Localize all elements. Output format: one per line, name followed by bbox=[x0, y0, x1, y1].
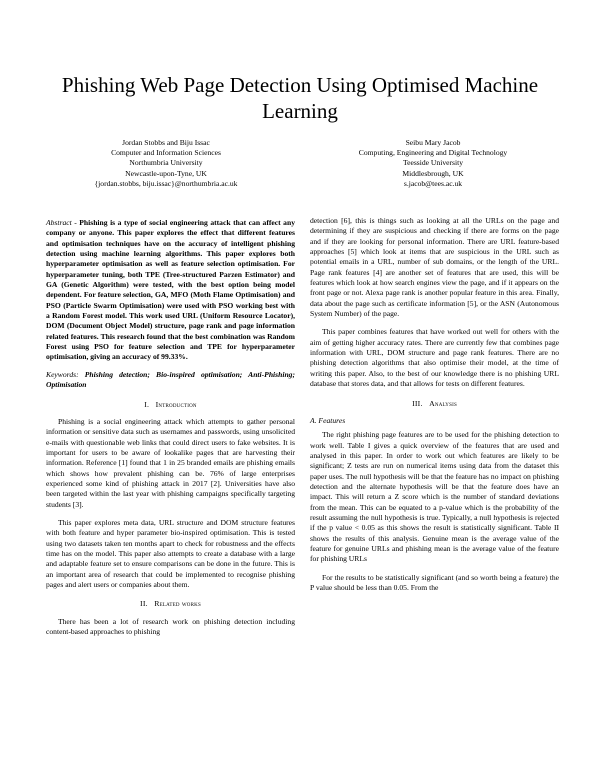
abstract-lead: Abstract - bbox=[46, 218, 77, 227]
author-organisation: Northumbria University bbox=[129, 158, 203, 168]
features-paragraph-1: The right phishing page features are to be used for the phishing detection to work well. Table I gives a quick overview of the features that are used and analysed in this paper. In order to work out which features are likely to be significant; Z tests are run on numerical items using data from the dataset this paper uses. The null hypothesis will be that the feature has no impact on phishing detection and the alternate hypothesis will be that the feature does have an impact. This will return a Z score which is the number of standard deviations from the mean. This can be equated to a p-value which is the probability of the result assuming the null hypothesis is true. Typically, a null hypothesis is rejected if the p value < 0.05 as this shows the result is statistically significant. Table II shows the results of this analysis. Genuine mean is the average value of the feature for genuine URLs and phishing mean is the average value of the feature for phishing URLs bbox=[310, 430, 559, 564]
intro-paragraph-1: Phishing is a social engineering attack which attempts to gather personal information or sensitive data such as usernames and passwords, using unsolicited e-mails with questionable web links that could direct users to fake websites. It is important for users to be aware of lookalike pages that are harvesting their information. Reference [1] found that 1 in 25 branded emails are phishing emails which shows how prevalent phishing can be. 76% of large enterprises experienced some kind of phishing attack in 2017 [2]. Universities have also been targeted within the last year with phishing campaigns specifically targeting students [3]. bbox=[46, 416, 295, 509]
section-title: Analysis bbox=[429, 398, 457, 408]
section-title: Introduction bbox=[155, 399, 197, 409]
related-paragraph-1: There has been a lot of research work on phishing detection including content-based approaches to phishing bbox=[46, 616, 295, 637]
subsection-heading-features: A. Features bbox=[310, 415, 346, 425]
keywords-lead: Keywords: bbox=[46, 369, 79, 379]
paper-title: Phishing Web Page Detection Using Optimised Machine Learning bbox=[61, 73, 539, 123]
abstract bbox=[46, 218, 295, 363]
author-name: Jordan Stobbs and Biju Issac bbox=[122, 138, 210, 147]
author-email: {jordan.stobbs, biju.issac}@northumbria.ac.uk bbox=[94, 178, 238, 188]
keywords-text: Phishing detection; Bio-inspired optimisation; Anti-Phishing; Optimisation bbox=[46, 369, 295, 390]
author-city: Newcastle-upon-Tyne, UK bbox=[125, 168, 207, 178]
right-column bbox=[310, 216, 559, 593]
author-name: Seibu Mary Jacob bbox=[405, 138, 461, 147]
section-heading-related-works bbox=[46, 599, 295, 609]
author-department: Computing, Engineering and Digital Technology bbox=[358, 148, 508, 158]
author-department: Computer and Information Sciences bbox=[111, 148, 221, 158]
section-number: II. bbox=[140, 599, 148, 609]
section-number: I. bbox=[144, 399, 150, 409]
section-heading-introduction bbox=[46, 400, 295, 410]
section-number: III. bbox=[412, 398, 423, 408]
author-city: Middlesbrough, UK bbox=[402, 168, 464, 178]
abstract-text: Phishing is a type of social engineering attack that can affect any company or anyone. This paper explores the effect that different features and optimisation techniques have on the accuracy of intelligent phishing detection using machine learning algorithms. This paper explores both hyperparameter optimisation as well as feature selection optimisation. For hyperparameter tuning, both TPE (Tree-structured Parzen Estimator) and GA (Genetic Algorithm) were tested, with the best option being model dependent. For feature selection, GA, MFO (Moth Flame Optimisation) and PSO (Particle Swarm Optimisation) were used with PSO working best with a Random Forest model. This work used URL (Uniform Resource Locator), DOM (Document Object Model) structure, page rank and page information related features. This research found that the best combination was Random Forest using PSO for feature selection and TPE for hyperparameter optimisation, giving an accuracy of 99.33%. bbox=[46, 218, 295, 362]
left-column bbox=[46, 218, 295, 637]
related-paragraph-2: This paper combines features that have worked out well for others with the aim of getting higher accuracy rates. There are currently few that combines page information with URL, DOM structure and page rank features. There are no phishing detection algorithms that also optimise their model, at the time of writing this paper. Also, to the best of our knowledge there is no phishing URL database that stores data, and that allows for tests on different features. bbox=[310, 327, 559, 389]
keywords bbox=[46, 370, 295, 391]
section-heading-analysis bbox=[310, 399, 559, 409]
author-block-2 bbox=[303, 138, 563, 189]
related-paragraph-continued: detection [6], this is things such as looking at all the URLs on the page and determining if they are suspicious and checking if there are forms on the page and if they are looking for personal information. There are URL feature-based approaches [5] which look at items that are suspicious in the URL such as potential emails in a URL, number of sub domains, or the length of the URL. Page rank features [4] are another set of features that are used, this will be features which look at how search engines view the page, and if it appears on the front page or not. Alexa page rank is another popular feature in this area. Finally, data about the page such as certificate information [5], or the ASN (Autonomous System Number) of the page. bbox=[310, 216, 559, 319]
features-paragraph-2: For the results to be statistically significant (and so worth being a feature) the P value should be less than 0.05. From the bbox=[310, 572, 559, 592]
intro-paragraph-2: This paper explores meta data, URL structure and DOM structure features with both feature and hyper parameter bio-inspired optimisation. This is tested using two datasets taken ten months apart to check for robustness and the effects time has on the model. This paper also attempts to create a database with a large and adaptable feature set to ensure comparisons can be done in the future. This is an important area of research that could be implemented to recognise phishing pages and alert users or companies about them. bbox=[46, 517, 295, 589]
author-organisation: Teesside University bbox=[403, 158, 463, 168]
author-email: s.jacob@tees.ac.uk bbox=[403, 178, 463, 188]
author-block-1 bbox=[36, 138, 296, 189]
section-title: Related works bbox=[154, 599, 201, 609]
